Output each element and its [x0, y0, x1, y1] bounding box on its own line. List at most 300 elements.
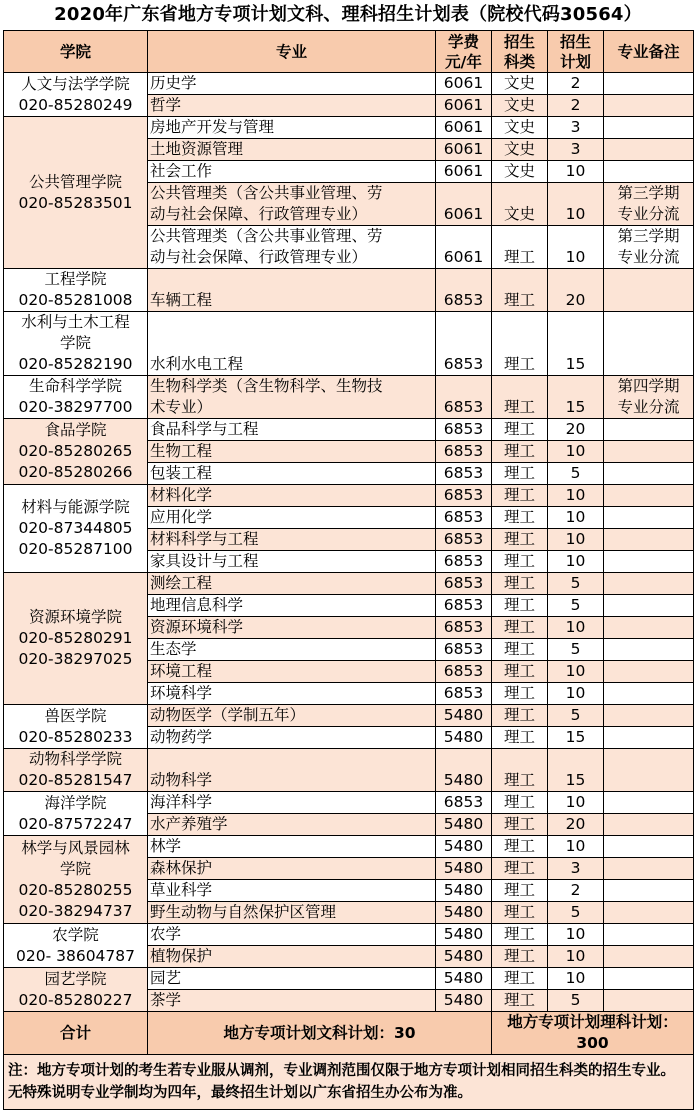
- remark-cell: [604, 836, 694, 858]
- plan-cell: 10: [548, 661, 604, 683]
- college-line: 材料与能源学院: [21, 498, 130, 516]
- major-cell: [148, 312, 436, 376]
- table-row: [4, 573, 694, 595]
- major-line: 车辆工程: [150, 291, 213, 309]
- remark-cell: [604, 968, 694, 990]
- table-body: [4, 73, 694, 1012]
- table-row: [4, 117, 694, 139]
- category-cell: 理工: [492, 595, 548, 617]
- major-line: 公共管理类（含公共事业管理、劳: [150, 184, 383, 202]
- category-cell: 文史: [492, 183, 548, 226]
- college-cell: [4, 836, 148, 924]
- college-cell: [4, 376, 148, 419]
- category-cell: 理工: [492, 485, 548, 507]
- remark-cell: [604, 376, 694, 419]
- major-line: 资源环境科学: [150, 618, 244, 636]
- fee-cell: 6061: [436, 117, 492, 139]
- fee-cell: 6853: [436, 639, 492, 661]
- major-line: 应用化学: [150, 508, 213, 526]
- major-line: 食品科学与工程: [150, 420, 259, 438]
- remark-line: 专业分流: [617, 398, 680, 416]
- category-cell: 文史: [492, 73, 548, 95]
- category-cell: 文史: [492, 95, 548, 117]
- plan-cell: 10: [548, 529, 604, 551]
- table-row: [4, 924, 694, 946]
- table-row: [4, 749, 694, 792]
- college-line: 020-85287100: [18, 540, 133, 558]
- fee-cell: 6853: [436, 419, 492, 441]
- major-cell: [148, 226, 436, 269]
- plan-cell: 10: [548, 792, 604, 814]
- total-row: [4, 1012, 694, 1055]
- fee-cell: 6853: [436, 507, 492, 529]
- page-title: 2020年广东省地方专项计划文科、理科招生计划表（院校代码30564）: [54, 4, 642, 25]
- category-cell: 理工: [492, 968, 548, 990]
- major-line: 植物保护: [150, 947, 213, 965]
- college-line: 020-85280227: [18, 990, 133, 1009]
- fee-cell: 6853: [436, 312, 492, 376]
- category-cell: 理工: [492, 749, 548, 792]
- college-cell: [4, 792, 148, 836]
- college-cell: [4, 73, 148, 117]
- major-cell: [148, 661, 436, 683]
- header-major: 专业: [148, 31, 436, 73]
- footnote: 注：地方专项计划的考生若专业服从调剂，专业调剂范围仅限于地方专项计划相同招生科类的招生专业。无特殊说明专业学制均为四年，最终招生计划以广东省招生办公布为准。: [4, 1055, 694, 1110]
- college-line: 生命科学学院: [28, 377, 122, 395]
- plan-cell: 20: [548, 269, 604, 312]
- major-line: 水利水电工程: [150, 355, 244, 373]
- major-cell: [148, 617, 436, 639]
- major-line: 地理信息科学: [150, 596, 244, 614]
- major-cell: [148, 507, 436, 529]
- major-cell: [148, 858, 436, 880]
- plan-cell: 10: [548, 441, 604, 463]
- major-line: 测绘工程: [150, 574, 213, 592]
- college-line: 020-85280233: [18, 727, 133, 746]
- fee-cell: 6853: [436, 595, 492, 617]
- category-cell: 理工: [492, 441, 548, 463]
- major-cell: [148, 968, 436, 990]
- college-line: 食品学院: [44, 421, 107, 439]
- remark-cell: [604, 683, 694, 705]
- plan-cell: 3: [548, 117, 604, 139]
- major-line: 历史学: [150, 74, 197, 92]
- fee-cell: 6853: [436, 463, 492, 485]
- note-row: [4, 1055, 694, 1110]
- category-cell: 理工: [492, 946, 548, 968]
- major-line: 术专业）: [150, 398, 213, 416]
- remark-cell: [604, 73, 694, 95]
- header-category: [492, 31, 548, 73]
- major-line: 生物工程: [150, 442, 213, 460]
- major-line: 动与社会保障、行政管理专业）: [150, 205, 368, 223]
- category-cell: 理工: [492, 269, 548, 312]
- category-cell: 文史: [492, 139, 548, 161]
- college-line: 海洋学院: [44, 793, 107, 812]
- major-cell: [148, 924, 436, 946]
- plan-cell: 5: [548, 902, 604, 924]
- major-cell: [148, 836, 436, 858]
- fee-cell: 5480: [436, 858, 492, 880]
- header-fee-line: 学费: [447, 32, 479, 51]
- college-line: 020-85280255: [18, 880, 133, 899]
- college-line: 020-85282190: [18, 355, 133, 373]
- fee-cell: 5480: [436, 727, 492, 749]
- remark-cell: [604, 880, 694, 902]
- college-cell: [4, 485, 148, 573]
- table-row: [4, 705, 694, 727]
- plan-cell: 10: [548, 836, 604, 858]
- remark-cell: [604, 639, 694, 661]
- major-line: 草业科学: [150, 881, 213, 899]
- category-cell: 理工: [492, 705, 548, 727]
- major-line: 园艺: [150, 969, 182, 987]
- total-arts: 地方专项计划文科计划：30: [148, 1012, 492, 1055]
- major-line: [150, 749, 433, 770]
- major-cell: [148, 376, 436, 419]
- remark-cell: [604, 727, 694, 749]
- major-cell: [148, 95, 436, 117]
- remark-cell: [604, 858, 694, 880]
- category-cell: 理工: [492, 683, 548, 705]
- remark-cell: [604, 617, 694, 639]
- remark-cell: [604, 463, 694, 485]
- fee-cell: 6853: [436, 529, 492, 551]
- total-label: 合计: [4, 1012, 148, 1055]
- category-cell: 理工: [492, 419, 548, 441]
- college-line: 园艺学院: [44, 969, 107, 988]
- major-line: 茶学: [150, 991, 182, 1009]
- remark-cell: [604, 902, 694, 924]
- plan-cell: 15: [548, 749, 604, 792]
- college-line: 020-85283501: [18, 193, 133, 212]
- major-cell: [148, 463, 436, 485]
- fee-cell: 5480: [436, 990, 492, 1012]
- remark-line: 第四学期: [617, 377, 680, 395]
- category-cell: 理工: [492, 990, 548, 1012]
- category-cell: 理工: [492, 551, 548, 573]
- major-line: 环境科学: [150, 684, 213, 702]
- major-cell: [148, 902, 436, 924]
- major-cell: [148, 792, 436, 814]
- remark-line: 专业分流: [617, 205, 680, 223]
- category-cell: 理工: [492, 312, 548, 376]
- total-science: 地方专项计划理科计划：300: [492, 1012, 694, 1055]
- major-line: 材料化学: [150, 486, 213, 504]
- table-row: [4, 312, 694, 376]
- college-cell: [4, 749, 148, 792]
- major-cell: [148, 441, 436, 463]
- college-cell: [4, 705, 148, 749]
- major-line: 社会工作: [150, 162, 213, 180]
- plan-cell: 5: [548, 639, 604, 661]
- college-line: 农学院: [52, 925, 99, 944]
- college-line: 020-85281547: [18, 771, 133, 789]
- table-row: [4, 376, 694, 419]
- major-cell: [148, 683, 436, 705]
- header-plan-line: 招生: [559, 32, 591, 51]
- major-cell: [148, 573, 436, 595]
- college-line: 020-85280249: [18, 95, 133, 114]
- plan-cell: 10: [548, 924, 604, 946]
- fee-cell: 5480: [436, 814, 492, 836]
- college-cell: [4, 968, 148, 1012]
- remark-cell: [604, 990, 694, 1012]
- table-row: [4, 419, 694, 441]
- plan-cell: 10: [548, 683, 604, 705]
- college-cell: [4, 312, 148, 376]
- major-line: 动与社会保障、行政管理专业）: [150, 248, 368, 266]
- major-cell: [148, 551, 436, 573]
- remark-cell: [604, 551, 694, 573]
- fee-cell: 6853: [436, 661, 492, 683]
- remark-cell: [604, 792, 694, 814]
- major-line: 野生动物与自然保护区管理: [150, 903, 337, 921]
- college-line: 人文与法学学院: [21, 74, 130, 93]
- college-line: 020- 38604787: [16, 946, 135, 965]
- major-line: 林学: [150, 837, 182, 855]
- college-cell: [4, 117, 148, 269]
- plan-cell: 3: [548, 858, 604, 880]
- header-college: 学院: [4, 31, 148, 73]
- major-cell: [148, 183, 436, 226]
- fee-cell: 6853: [436, 792, 492, 814]
- category-cell: 理工: [492, 858, 548, 880]
- plan-cell: 3: [548, 139, 604, 161]
- category-cell: 理工: [492, 836, 548, 858]
- college-line: 兽医学院: [44, 706, 107, 725]
- plan-cell: 5: [548, 595, 604, 617]
- major-line: 生物科学类（含生物科学、生物技: [150, 377, 383, 395]
- header-plan-line: 计划: [559, 52, 591, 71]
- remark-cell: [604, 269, 694, 312]
- category-cell: 理工: [492, 463, 548, 485]
- plan-cell: 15: [548, 312, 604, 376]
- remark-cell: [604, 485, 694, 507]
- major-line: 水产养殖学: [150, 815, 228, 833]
- major-cell: [148, 139, 436, 161]
- plan-cell: 10: [548, 946, 604, 968]
- college-line: 020-85280291: [18, 629, 133, 647]
- remark-cell: [604, 312, 694, 376]
- category-cell: 理工: [492, 792, 548, 814]
- plan-cell: 10: [548, 507, 604, 529]
- table-row: [4, 269, 694, 312]
- major-line: 房地产开发与管理: [150, 118, 275, 136]
- fee-cell: 6853: [436, 441, 492, 463]
- college-line: 020-38297700: [18, 398, 133, 416]
- major-line: 家具设计与工程: [150, 552, 259, 570]
- major-cell: [148, 73, 436, 95]
- college-cell: [4, 573, 148, 705]
- remark-cell: [604, 529, 694, 551]
- header-category-line: 招生: [503, 32, 535, 51]
- remark-cell: [604, 924, 694, 946]
- plan-cell: 10: [548, 551, 604, 573]
- remark-cell: [604, 95, 694, 117]
- category-cell: 理工: [492, 639, 548, 661]
- header-fee-line: 元/年: [445, 52, 482, 71]
- remark-cell: [604, 161, 694, 183]
- plan-cell: 10: [548, 485, 604, 507]
- major-line: [150, 269, 433, 290]
- major-cell: [148, 269, 436, 312]
- plan-cell: 15: [548, 376, 604, 419]
- remark-line: 第三学期: [617, 227, 680, 245]
- major-cell: [148, 880, 436, 902]
- plan-cell: 2: [548, 880, 604, 902]
- college-line: 020-85280265: [18, 442, 133, 460]
- college-cell: [4, 419, 148, 485]
- fee-cell: 6061: [436, 183, 492, 226]
- category-cell: 理工: [492, 226, 548, 269]
- plan-cell: 20: [548, 814, 604, 836]
- college-line: 工程学院: [44, 270, 107, 288]
- category-cell: 文史: [492, 117, 548, 139]
- plan-cell: 10: [548, 183, 604, 226]
- fee-cell: 6853: [436, 683, 492, 705]
- major-cell: [148, 990, 436, 1012]
- category-cell: 理工: [492, 880, 548, 902]
- header-fee: [436, 31, 492, 73]
- major-cell: [148, 749, 436, 792]
- category-cell: 文史: [492, 161, 548, 183]
- plan-cell: 10: [548, 226, 604, 269]
- major-line: 土地资源管理: [150, 140, 244, 158]
- remark-cell: [604, 705, 694, 727]
- remark-cell: [604, 139, 694, 161]
- college-line: 学院: [59, 334, 91, 352]
- college-line: 林学与风景园林: [21, 838, 130, 857]
- college-line: 020-87344805: [18, 519, 133, 537]
- college-line: 020-38297025: [18, 650, 133, 668]
- college-line: 学院: [59, 859, 91, 878]
- plan-cell: 5: [548, 705, 604, 727]
- fee-cell: 6061: [436, 73, 492, 95]
- plan-cell: 2: [548, 95, 604, 117]
- major-cell: [148, 705, 436, 727]
- major-cell: [148, 485, 436, 507]
- remark-cell: [604, 441, 694, 463]
- category-cell: 理工: [492, 529, 548, 551]
- remark-line: 专业分流: [617, 248, 680, 266]
- major-line: 动物医学（学制五年）: [150, 706, 306, 724]
- plan-cell: 20: [548, 419, 604, 441]
- header-category-line: 科类: [503, 52, 535, 71]
- remark-cell: [604, 814, 694, 836]
- remark-cell: [604, 419, 694, 441]
- remark-cell: [604, 573, 694, 595]
- category-cell: 理工: [492, 617, 548, 639]
- remark-cell: [604, 117, 694, 139]
- major-cell: [148, 117, 436, 139]
- enrollment-plan-table: [3, 30, 694, 1110]
- major-line: 哲学: [150, 96, 182, 114]
- plan-cell: 10: [548, 968, 604, 990]
- major-line: 动物科学: [150, 771, 213, 789]
- fee-cell: 5480: [436, 880, 492, 902]
- major-cell: [148, 595, 436, 617]
- plan-cell: 10: [548, 161, 604, 183]
- remark-cell: [604, 946, 694, 968]
- remark-cell: [604, 226, 694, 269]
- major-line: [150, 312, 433, 333]
- category-cell: 理工: [492, 902, 548, 924]
- plan-cell: 15: [548, 727, 604, 749]
- fee-cell: 5480: [436, 836, 492, 858]
- fee-cell: 6853: [436, 485, 492, 507]
- college-line: 020-85281008: [18, 291, 133, 309]
- fee-cell: 5480: [436, 902, 492, 924]
- category-cell: 理工: [492, 924, 548, 946]
- table-header-row: [4, 31, 694, 73]
- remark-cell: [604, 749, 694, 792]
- major-cell: [148, 946, 436, 968]
- major-line: [150, 333, 433, 354]
- major-cell: [148, 529, 436, 551]
- fee-cell: 5480: [436, 946, 492, 968]
- fee-cell: 6061: [436, 226, 492, 269]
- fee-cell: 6853: [436, 376, 492, 419]
- remark-cell: [604, 507, 694, 529]
- major-line: 公共管理类（含公共事业管理、劳: [150, 227, 383, 245]
- table-row: [4, 968, 694, 990]
- category-cell: 理工: [492, 727, 548, 749]
- major-line: 海洋科学: [150, 793, 213, 811]
- college-line: 资源环境学院: [28, 608, 122, 626]
- major-cell: [148, 727, 436, 749]
- table-row: [4, 73, 694, 95]
- major-line: 生态学: [150, 640, 197, 658]
- college-cell: [4, 269, 148, 312]
- category-cell: 理工: [492, 376, 548, 419]
- plan-cell: 5: [548, 990, 604, 1012]
- fee-cell: 6853: [436, 269, 492, 312]
- fee-cell: 6061: [436, 161, 492, 183]
- table-row: [4, 836, 694, 858]
- fee-cell: 6853: [436, 617, 492, 639]
- major-cell: [148, 419, 436, 441]
- major-cell: [148, 161, 436, 183]
- college-line: 020-87572247: [18, 814, 133, 833]
- fee-cell: 5480: [436, 749, 492, 792]
- plan-cell: 2: [548, 73, 604, 95]
- header-plan: [548, 31, 604, 73]
- college-line: 水利与土木工程: [21, 313, 130, 331]
- table-row: [4, 485, 694, 507]
- major-line: 环境工程: [150, 662, 213, 680]
- fee-cell: 6061: [436, 139, 492, 161]
- category-cell: 理工: [492, 573, 548, 595]
- category-cell: 理工: [492, 661, 548, 683]
- remark-cell: [604, 595, 694, 617]
- plan-cell: 5: [548, 573, 604, 595]
- fee-cell: 6853: [436, 551, 492, 573]
- major-line: 农学: [150, 925, 182, 943]
- major-cell: [148, 814, 436, 836]
- table-row: [4, 792, 694, 814]
- remark-cell: [604, 183, 694, 226]
- major-cell: [148, 639, 436, 661]
- fee-cell: 5480: [436, 924, 492, 946]
- major-line: 材料科学与工程: [150, 530, 259, 548]
- college-line: 020-85280266: [18, 463, 133, 481]
- college-line: 动物科学学院: [28, 750, 122, 768]
- major-line: 动物药学: [150, 728, 213, 746]
- category-cell: 理工: [492, 814, 548, 836]
- fee-cell: 5480: [436, 705, 492, 727]
- fee-cell: 6853: [436, 573, 492, 595]
